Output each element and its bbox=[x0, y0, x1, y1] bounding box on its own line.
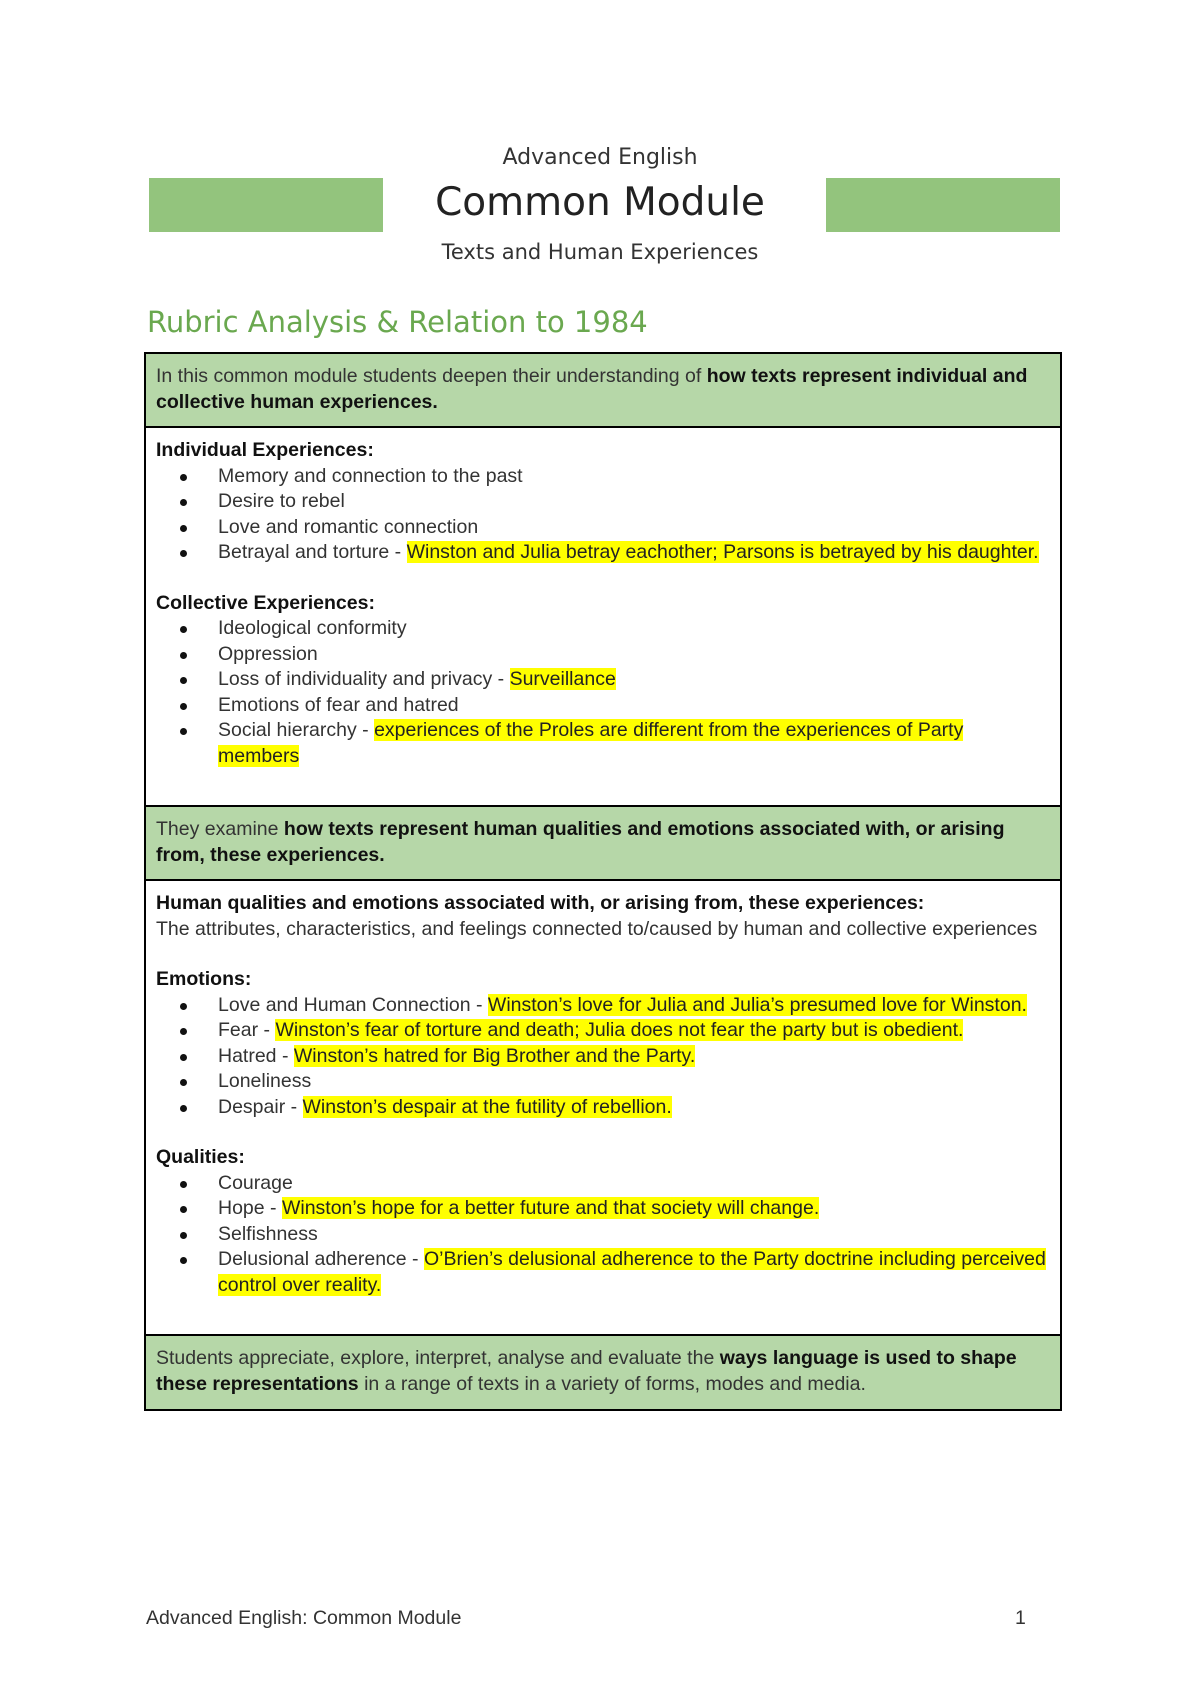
collective-list bbox=[156, 616, 1050, 769]
highlight-example: Winston’s fear of torture and death; Julia does not fear the party but is obedient. bbox=[275, 1019, 964, 1041]
intro3-bold: ways language is used to shape these representations bbox=[156, 1347, 1017, 1395]
list-item: Love and Human Connection - Winston’s love for Julia and Julia’s presumed love for Winston. bbox=[218, 993, 1050, 1019]
list-item: Despair - Winston’s despair at the futility of rebellion. bbox=[218, 1095, 1050, 1121]
highlight-example: Winston’s love for Julia and Julia’s presumed love for Winston. bbox=[487, 993, 1027, 1016]
highlight-example: Winston’s hope for a better future and that society will change. bbox=[281, 1197, 820, 1219]
highlight-example: experiences of the Proles are different from the experiences of Party members bbox=[218, 719, 964, 767]
qualities-list bbox=[156, 1171, 1050, 1299]
qualities-label: Qualities: bbox=[156, 1146, 245, 1168]
list-item: Love and romantic connection bbox=[218, 515, 1050, 541]
highlight-example: Winston’s hatred for Big Brother and the Party. bbox=[293, 1044, 696, 1067]
qualities-section-heading: Human qualities and emotions associated with, or arising from, these experiences: bbox=[156, 892, 925, 914]
rubric-table bbox=[144, 352, 1062, 1411]
list-item: Loss of individuality and privacy - Surveillance bbox=[218, 667, 1050, 693]
individual-list bbox=[156, 464, 1050, 566]
intro3-text-2: in a range of texts in a variety of forms, modes and media. bbox=[358, 1372, 866, 1395]
list-item: Oppression bbox=[218, 642, 1050, 668]
list-item: Ideological conformity bbox=[218, 616, 1050, 642]
individual-label: Individual Experiences: bbox=[156, 439, 374, 461]
qualities-emotions-cell bbox=[145, 880, 1061, 1335]
highlight-example: Winston’s despair at the futility of rebellion. bbox=[302, 1095, 672, 1118]
list-item: Loneliness bbox=[218, 1069, 1050, 1095]
qualities-section-description: The attributes, characteristics, and feelings connected to/caused by human and collective experiences bbox=[156, 917, 1038, 940]
list-item: Hope - Winston’s hope for a better future and that society will change. bbox=[218, 1196, 1050, 1222]
list-item: Betrayal and torture - Winston and Julia betray eachother; Parsons is betrayed by his daughter. bbox=[218, 540, 1050, 566]
list-item: Desire to rebel bbox=[218, 489, 1050, 515]
list-item: Memory and connection to the past bbox=[218, 464, 1050, 490]
highlight-example: Winston and Julia betray eachother; Parsons is betrayed by his daughter. bbox=[406, 541, 1039, 563]
highlight-example: Surveillance bbox=[509, 668, 616, 690]
collective-label: Collective Experiences: bbox=[156, 591, 375, 614]
rubric-intro-row-2 bbox=[145, 806, 1061, 880]
list-item: Hatred - Winston’s hatred for Big Brother and the Party. bbox=[218, 1044, 1050, 1070]
footer-text: Advanced English: Common Module bbox=[146, 1607, 462, 1629]
experiences-cell bbox=[145, 427, 1061, 806]
intro1-bold: how texts represent individual and collective human experiences. bbox=[156, 365, 1028, 413]
intro2-bold: how texts represent human qualities and emotions associated with, or arising from, these experiences. bbox=[156, 818, 1005, 866]
list-item: Fear - Winston’s fear of torture and death; Julia does not fear the party but is obedient. bbox=[218, 1018, 1050, 1044]
list-item: Emotions of fear and hatred bbox=[218, 693, 1050, 719]
subject-title: Advanced English bbox=[502, 145, 698, 170]
rubric-intro-row-3 bbox=[145, 1335, 1061, 1410]
emotions-label: Emotions: bbox=[156, 968, 252, 990]
list-item: Courage bbox=[218, 1171, 1050, 1197]
intro1-text: In this common module students deepen their understanding of bbox=[156, 365, 707, 387]
intro2-text: They examine bbox=[156, 818, 284, 840]
module-subtitle: Texts and Human Experiences bbox=[441, 240, 759, 264]
emotions-list bbox=[156, 993, 1050, 1121]
section-heading: Rubric Analysis & Relation to 1984 bbox=[147, 305, 648, 339]
list-item: Selfishness bbox=[218, 1222, 1050, 1248]
list-item: Social hierarchy - experiences of the Proles are different from the experiences of Party members bbox=[218, 718, 1050, 769]
intro3-text-1: Students appreciate, explore, interpret, analyse and evaluate the bbox=[156, 1347, 720, 1369]
page-number: 1 bbox=[1015, 1607, 1026, 1629]
list-item: Delusional adherence - O’Brien’s delusional adherence to the Party doctrine including perceived control over reality. bbox=[218, 1247, 1050, 1298]
module-title: Common Module bbox=[435, 180, 765, 225]
rubric-intro-row-1 bbox=[145, 353, 1061, 427]
highlight-example: O’Brien’s delusional adherence to the Party doctrine including perceived control over reality. bbox=[218, 1248, 1046, 1296]
